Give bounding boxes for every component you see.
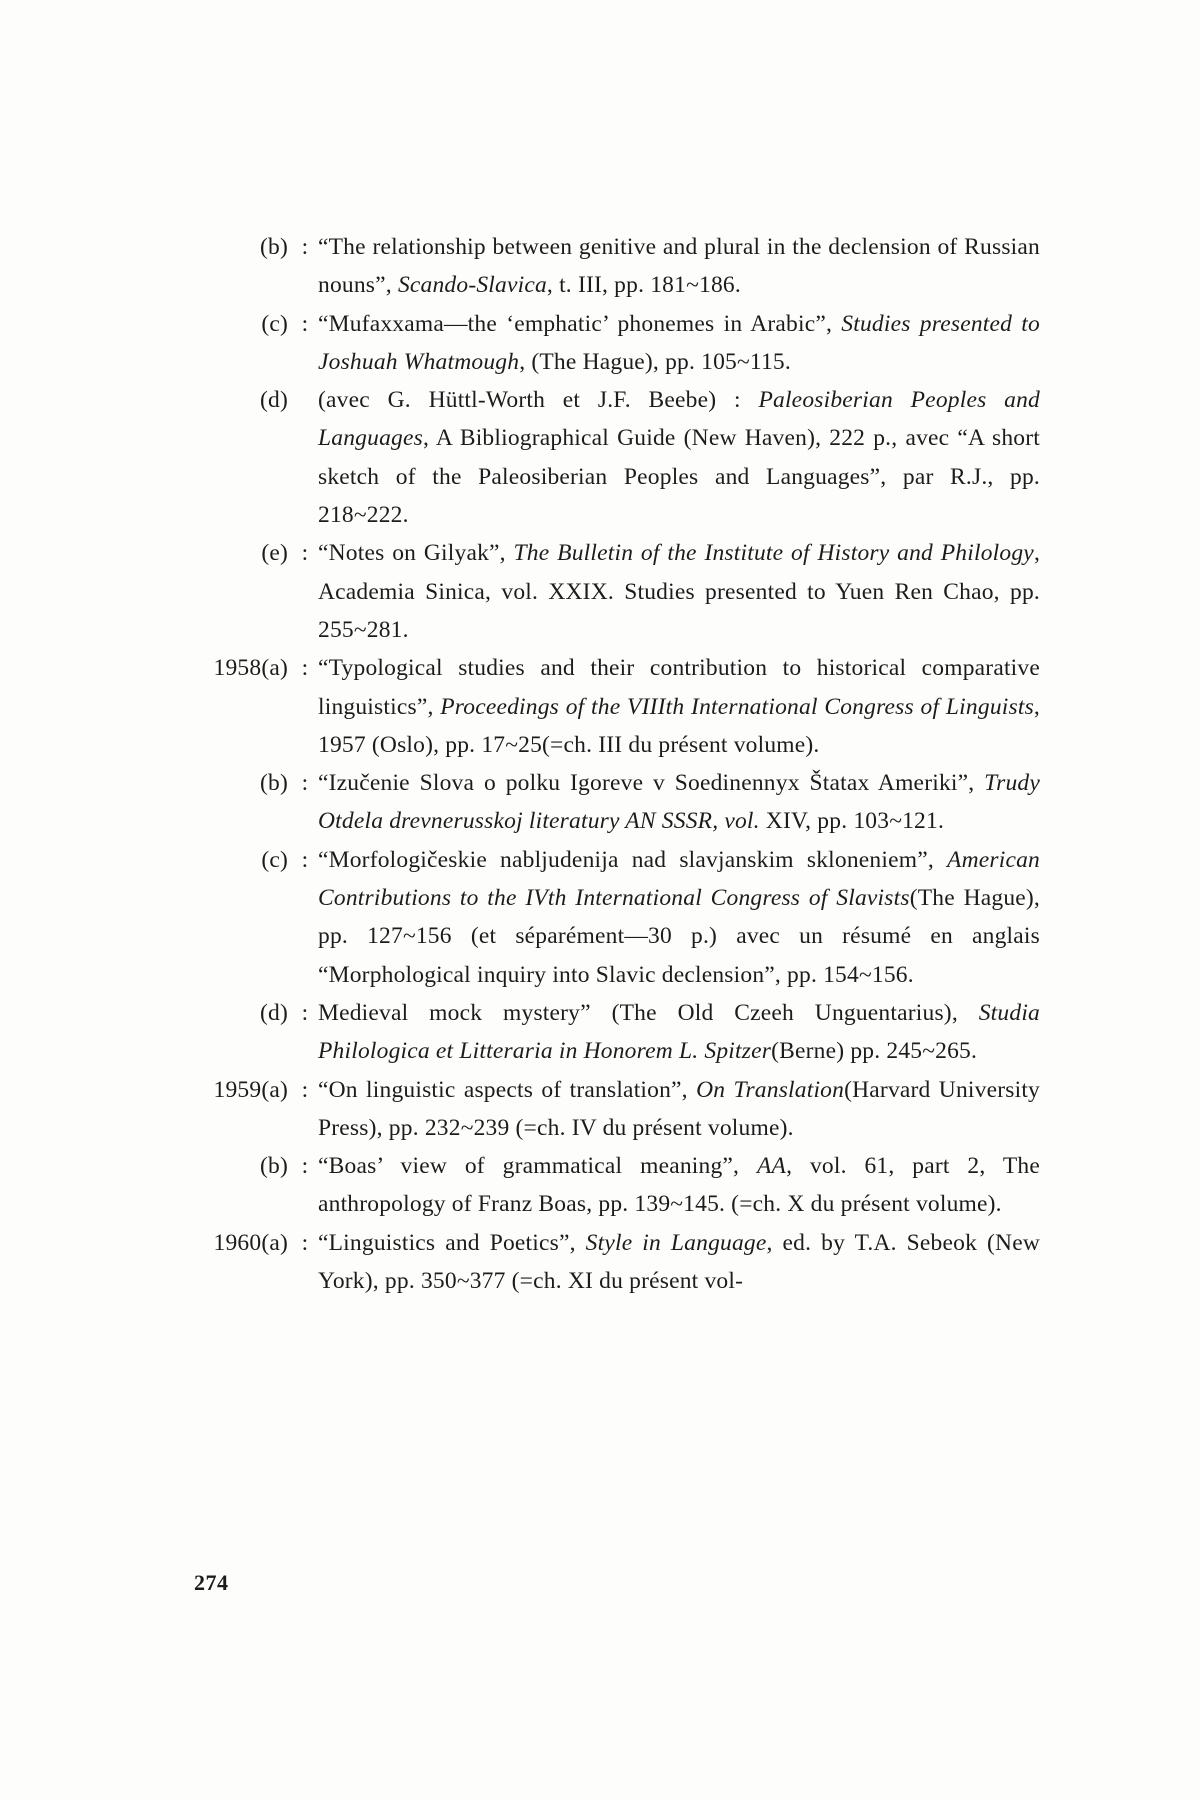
entry-colon: :	[301, 846, 309, 873]
entry-colon: :	[301, 234, 309, 260]
entry-text-segment: , (The Hague), pp. 105~115.	[519, 348, 791, 375]
entry-label: 1959(a)	[213, 1076, 288, 1103]
entry-text-segment: “Typological studies and their contribution to historical comparative linguistics”,	[318, 655, 1040, 720]
entry-title-italic: Studies presented to Joshuah Whatmough	[318, 310, 1040, 375]
page-number: 274	[194, 1570, 229, 1595]
entry-colon	[292, 381, 318, 534]
entry-label: (c)	[261, 846, 288, 873]
entry-text-segment: (The Hague), pp. 127~156 (et séparément—30 p.) avec un résumé en anglais “Morphological inquiry into Slavic declension”, pp. 154~156.	[318, 885, 1040, 988]
entry-title-italic: The Bulletin of the Institute of History and Philology	[513, 540, 1034, 567]
entry-text-segment: “Mufaxxama—the ‘emphatic’ phonemes in Arabic”,	[318, 310, 842, 337]
entry-text	[318, 841, 1040, 994]
entry-text	[318, 649, 1040, 764]
entry-text	[318, 381, 1040, 534]
entry-colon: :	[301, 1229, 309, 1256]
bibliography-entry	[180, 1224, 1040, 1301]
entry-colon: :	[301, 1076, 309, 1103]
entry-text-segment: “Izučenie Slova o polku Igoreve v Soedinennyx Štatax Ameriki”,	[318, 770, 985, 797]
entry-text-segment: XIV, pp. 103~121.	[759, 808, 945, 835]
entry-title-italic: Scando-Slavica	[397, 272, 547, 299]
entry-colon: :	[301, 999, 309, 1026]
entry-text	[318, 994, 1040, 1071]
bibliography-entry	[180, 994, 1040, 1071]
entry-text	[318, 764, 1040, 841]
entry-title-italic: Paleosiberian Peoples and Languages	[318, 387, 1041, 452]
entry-text	[318, 1224, 1040, 1301]
bibliography-entry	[180, 534, 1040, 649]
entry-text-segment: “The relationship between genitive and plural in the declension of Russian nouns”,	[318, 234, 1040, 299]
bibliography-list	[180, 228, 1040, 1300]
entry-title-italic: AA	[756, 1153, 787, 1180]
entry-text-segment: “On linguistic aspects of translation”,	[318, 1076, 697, 1103]
entry-text-segment: “Boas’ view of grammatical meaning”,	[318, 1153, 757, 1180]
entry-label: (b)	[259, 1153, 288, 1180]
entry-text	[318, 1147, 1040, 1224]
entry-text-segment: , vol. 61, part 2, The anthropology of Franz Boas, pp. 139~145. (=ch. X du présent volume).	[318, 1153, 1040, 1218]
entry-text-segment: (Harvard University Press), pp. 232~239 (=ch. IV du présent volume).	[318, 1076, 1041, 1141]
entry-colon: :	[301, 770, 309, 797]
entry-label: (d)	[259, 999, 288, 1026]
entry-colon: :	[301, 540, 309, 567]
bibliography-entry	[180, 649, 1040, 764]
entry-text	[318, 1071, 1040, 1148]
entry-text-segment: “Linguistics and Poetics”,	[318, 1229, 586, 1256]
entry-text-segment: , 1957 (Oslo), pp. 17~25(=ch. III du présent volume).	[318, 693, 1040, 758]
entry-colon: :	[301, 1153, 309, 1180]
entry-label: 1960(a)	[213, 1229, 288, 1256]
entry-label: (d)	[259, 387, 288, 414]
entry-title-italic: Proceedings of the VIIIth International Congress of Linguists	[440, 693, 1034, 720]
entry-text	[318, 228, 1040, 305]
entry-title-italic: Style in Language	[585, 1229, 767, 1256]
entry-text-segment: (Berne) pp. 245~265.	[771, 1038, 978, 1065]
entry-title-italic: American Contributions to the IVth International Congress of Slavists	[318, 846, 1040, 912]
entry-label: (e)	[261, 540, 288, 567]
entry-colon: :	[301, 655, 309, 682]
bibliography-entry	[180, 841, 1040, 994]
entry-text-segment: (avec G. Hüttl-Worth et J.F. Beebe) :	[318, 387, 759, 414]
entry-label: (b)	[259, 234, 288, 260]
entry-text-segment: Medieval mock mystery” (The Old Czeeh Unguentarius),	[318, 999, 979, 1026]
entry-colon: :	[301, 310, 309, 337]
bibliography-entry	[180, 1071, 1040, 1148]
entry-text-segment: “Notes on Gilyak”,	[318, 540, 514, 567]
entry-text-segment: , Academia Sinica, vol. XXIX. Studies presented to Yuen Ren Chao, pp. 255~281.	[318, 540, 1041, 643]
entry-title-italic: On Translation	[696, 1076, 845, 1103]
entry-title-italic: Studia Philologica et Litteraria in Honorem L. Spitzer	[318, 999, 1040, 1065]
bibliography-entry	[180, 1147, 1040, 1224]
bibliography-entry	[180, 228, 1040, 305]
bibliography-entry	[180, 305, 1040, 382]
entry-text	[318, 534, 1040, 649]
entry-label: 1958(a)	[213, 655, 288, 682]
bibliography-entry	[180, 764, 1040, 841]
entry-text-segment: , ed. by T.A. Sebeok (New York), pp. 350~377 (=ch. XI du présent vol-	[318, 1229, 1040, 1295]
entry-label: (c)	[261, 310, 288, 337]
entry-title-italic: Trudy Otdela drevnerusskoj literatury AN SSSR, vol.	[318, 770, 1040, 835]
entry-text	[318, 305, 1040, 382]
entry-label: (b)	[259, 770, 288, 797]
entry-text-segment: “Morfologičeskie nabljudenija nad slavjanskim skloneniem”,	[318, 846, 948, 873]
entry-text-segment: , t. III, pp. 181~186.	[546, 272, 741, 299]
entry-text-segment: , A Bibliographical Guide (New Haven), 222 p., avec “A short sketch of the Paleosiberian Peoples and Languages”, par R.J., pp. 218~222.	[318, 425, 1040, 529]
bibliography-entry	[180, 381, 1040, 534]
